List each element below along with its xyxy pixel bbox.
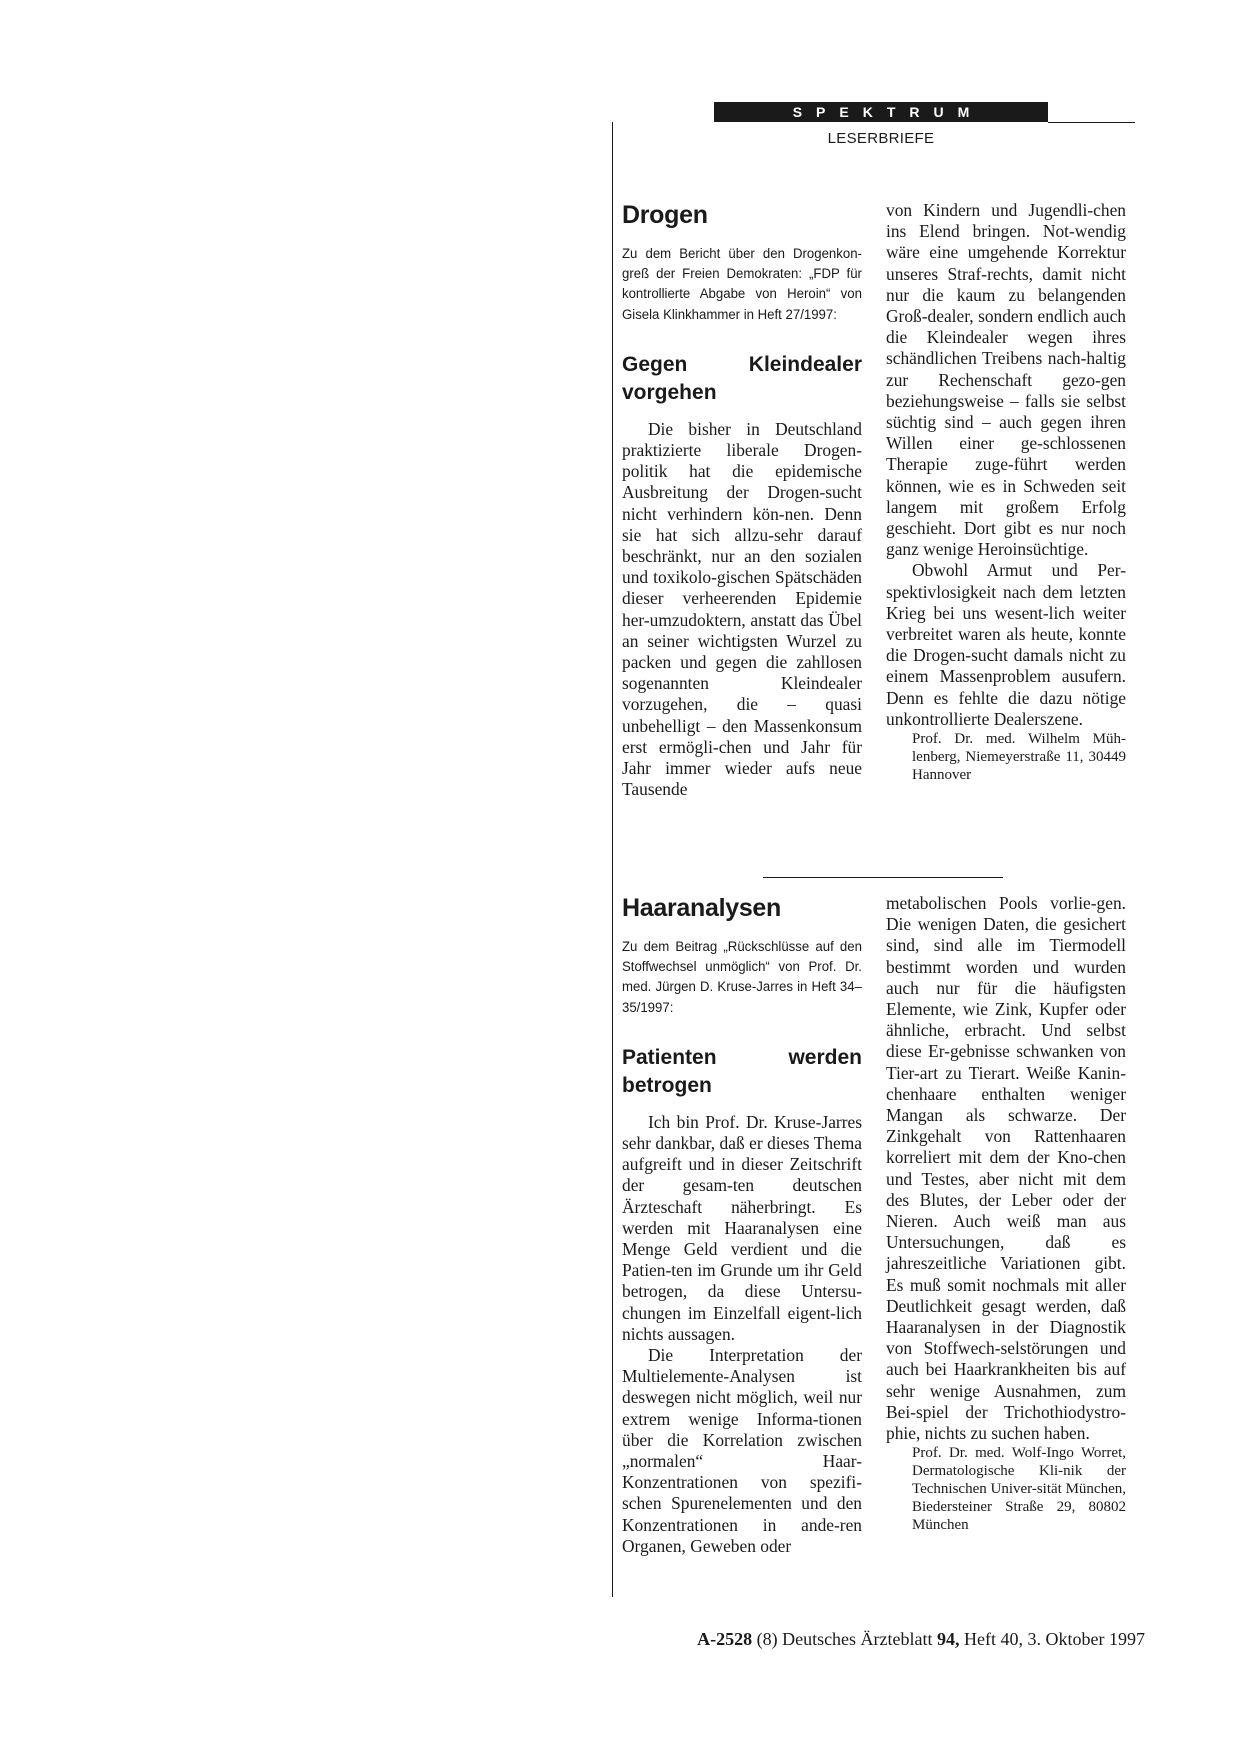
article-drogen-right-column [886,200,1126,784]
column-rule [612,122,613,1597]
article-body: Ich bin Prof. Dr. Kruse-Jarres sehr dankbar, daß er dieses Thema aufgreift und in dieser Zeitschrift der gesam-ten deutschen Ärzteschaft näherbringt. Es werden mit Haaranalysen eine Menge Geld verdient und die Patien-ten im Grunde um ihr Geld betrogen, da diese Untersu-chungen im Einzelfall eigent-lich nichts aussagen. [622,1111,862,1344]
article-haaranalysen-left-column [622,893,862,1557]
article-headline: Patienten werden betrogen [622,1045,862,1097]
article-intro: Zu dem Beitrag „Rückschlüsse auf den Stoffwechsel unmöglich“ von Prof. Dr. med. Jürgen D. Kruse-Jarres in Heft 34–35/1997: [622,939,862,1016]
section-subheader: LESERBRIEFE [827,130,935,147]
journal-volume: 94, [937,1629,960,1649]
journal-name: Deutsches Ärzteblatt [782,1629,933,1649]
article-signature: Prof. Dr. med. Wilhelm Müh-lenberg, Niemeyerstraße 11, 30449 Hannover [912,731,1126,784]
article-body: Die Interpretation der Multielemente-Analysen ist deswegen nicht möglich, weil nur extrem wenige Informa-tionen über die Korrelation zwischen „normalen“ Haar-Konzentrationen von spezifi-schen Spurenelementen und den Konzentrationen in ande-ren Organen, Geweben oder [622,1345,862,1556]
journal-issue: Heft 40, 3. Oktober 1997 [964,1629,1145,1649]
page-number: (8) [756,1629,778,1649]
article-body: metabolischen Pools vorlie-gen. Die wenigen Daten, die gesichert sind, sind alle im Tiermodell bestimmt worden und wurden auch nur für die häufigsten Elemente, wie Zink, Kupfer oder ähnliche, erbracht. Und selbst diese Er-gebnisse schwanken von Tier-art zu Tierart. Weiße Kanin-chenhaare enthalten weniger Mangan als schwarze. Der Zinkgehalt von Rattenhaaren korreliert mit dem der Kno-chen und Testes, aber nicht mit dem des Blutes, der Leber oder der Nieren. Auch weiß man aus Untersuchungen, daß es jahreszeitliche Variationen gibt. Es muß somit nochmals mit aller Deutlichkeit gesagt werden, daß Haaranalysen in der Diagnostik von Stoffwech-selstörungen und auch bei Haarkrankheiten bis auf sehr wenige Ausnahmen, zum Bei-spiel der Trichothiodystro-phie, nichts zu suchen haben. [886,893,1126,1444]
article-body: von Kindern und Jugendli-chen ins Elend bringen. Not-wendig wäre eine umgehende Korrektur unseres Straf-rechts, damit nicht nur die kaum zu belangenden Groß-dealer, sondern endlich auch die Kleindealer wegen ihres schändlichen Treibens nach-haltig zur Rechenschaft gezo-gen beziehungsweise – falls sie selbst süchtig sind – auch gegen ihren Willen einer ge-schlossenen Therapie zuge-führt werden können, wie es in Schweden seit langem mit großem Erfolg geschieht. Dort gibt es nur noch ganz wenige Heroinsüchtige. [886,200,1126,560]
article-body: Die bisher in Deutschland praktizierte liberale Drogen-politik hat die epidemische Ausbreitung der Drogen-sucht nicht verhindern kön-nen. Denn sie hat sich allzu-sehr darauf beschränkt, nur an den sozialen und toxikolo-gischen Spätschäden dieser verheerenden Epidemie her-umzudoktern, anstatt das Übel an seiner wichtigsten Wurzel zu packen und gegen die zahllosen sogenannten Kleindealer vorzugehen, die – quasi unbehelligt – den Massenkonsum erst ermögli-chen und Jahr für Jahr immer wieder aufs neue Tausende [622,418,862,800]
page-id: A-2528 [697,1629,753,1649]
section-header: SPEKTRUM [714,102,1048,122]
article-intro: Zu dem Bericht über den Drogenkon-greß der Freien Demokraten: „FDP für kontrollierte Abgabe von Heroin“ von Gisela Klinkhammer in Heft 27/1997: [622,246,862,323]
article-title: Haaranalysen [622,894,781,922]
article-haaranalysen-right-column [886,893,1126,1534]
header-rule [1048,122,1135,123]
article-drogen-left-column [622,200,862,800]
article-body: Obwohl Armut und Per-spektivlosigkeit nach dem letzten Krieg bei uns wesent-lich weiter verbreitet waren als heute, konnte die Drogen-sucht damals nicht zu einem Massenproblem ausufern. Denn es fehlte die dazu nötige unkontrollierte Dealerszene. [886,560,1126,729]
article-headline: Gegen Kleindealer vorgehen [622,352,862,404]
article-divider [763,877,1003,878]
page-footer [630,1629,1145,1650]
article-signature: Prof. Dr. med. Wolf-Ingo Worret, Dermatologische Kli-nik der Technischen Univer-sität München, Biedersteiner Straße 29, 80802 München [912,1445,1126,1534]
article-title: Drogen [622,201,708,229]
